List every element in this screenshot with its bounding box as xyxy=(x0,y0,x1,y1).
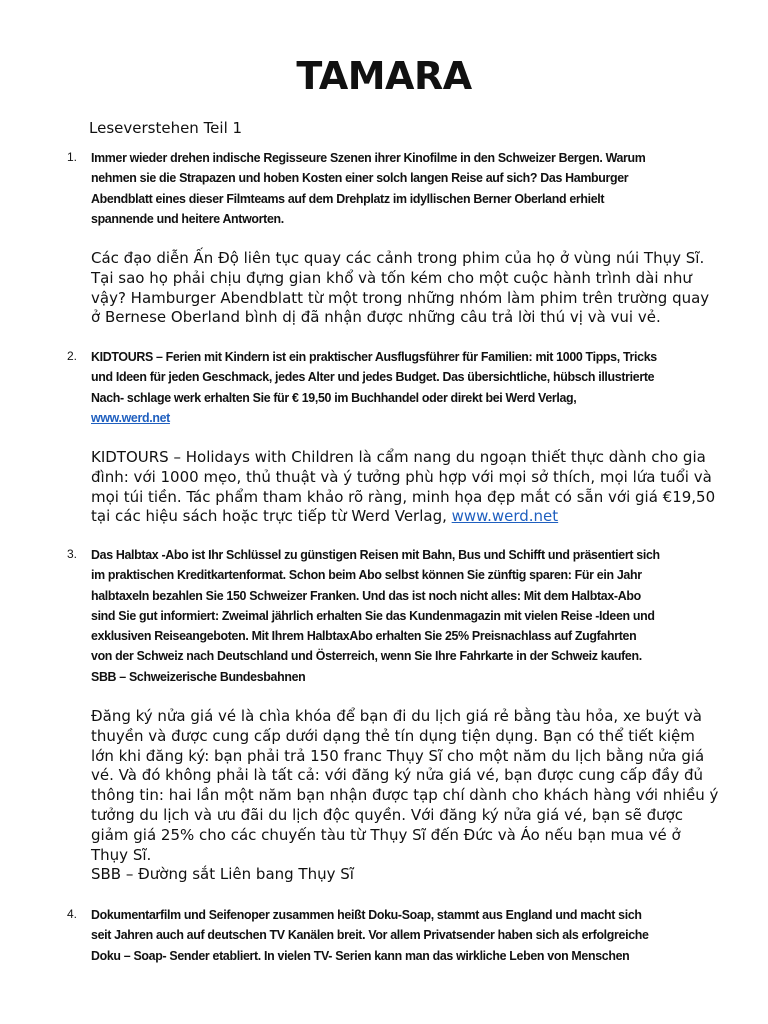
german-line: im praktischen Kreditkartenformat. Schon beim Abo selbst können Sie zünftig sparen: Für ein Jahr xyxy=(91,567,642,583)
document-subtitle: Leseverstehen Teil 1 xyxy=(89,119,243,137)
translation-line: SBB – Đường sắt Liên bang Thụy Sĩ xyxy=(91,865,354,884)
german-line: Abendblatt eines dieser Filmteams auf dem Drehplatz im idyllischen Berner Oberland erhielt xyxy=(91,190,605,206)
translation-line: Tại sao họ phải chịu đựng gian khổ và tốn kém cho một cuộc hành trình dài như xyxy=(91,268,692,287)
german-line: SBB – Schweizerische Bundesbahnen xyxy=(91,668,306,684)
translation-line: vé. Và đó không phải là tất cả: với đăng ký nửa giá vé, bạn được cung cấp đầy đủ xyxy=(91,766,704,785)
translation-line: thuyền và được cung cấp dưới dạng thẻ tín dụng tiện dụng. Bạn có thể tiết kiệm xyxy=(91,726,695,745)
german-paragraph xyxy=(91,347,683,428)
german-paragraph xyxy=(91,148,683,229)
item-number: 1. xyxy=(67,150,78,164)
vietnamese-translation xyxy=(91,249,731,328)
translation-line: ở Bernese Oberland bình dị đã nhận được những câu trả lời thú vị và vui vẻ. xyxy=(91,308,661,327)
translation-line: KIDTOURS – Holidays with Children là cẩm nang du ngoạn thiết thực dành cho gia xyxy=(91,448,706,466)
german-line: exklusiven Reiseangeboten. Mit Ihrem HalbtaxAbo erhalten Sie 25% Preisnachlass auf Zugfahrten xyxy=(91,628,637,644)
translation-line: Các đạo diễn Ấn Độ liên tục quay các cảnh trong phim của họ ở vùng núi Thụy Sĩ. xyxy=(91,249,705,267)
german-line: halbtaxeln bezahlen Sie 150 Schweizer Franken. Und das ist noch nicht alles: Mit dem Halbtax-Abo xyxy=(91,587,641,603)
translation-line: mọi túi tiền. Tác phẩm tham khảo rõ ràng, minh họa đẹp mắt có sẵn với giá €19,50 xyxy=(91,487,716,506)
translation-line: giảm giá 25% cho các chuyến tàu từ Thụy Sĩ đến Đức và Áo nếu bạn mua vé ở xyxy=(91,825,681,844)
german-line: nehmen sie die Strapazen und hoben Kosten einer solch langen Reise auf sich? Das Hamburger xyxy=(91,170,629,186)
translation-line: lớn khi đăng ký: bạn phải trả 150 franc Thụy Sĩ cho một năm du lịch bằng nửa giá xyxy=(91,746,705,765)
translation-line: tưởng du lịch và ưu đãi du lịch độc quyền. Với đăng ký nửa giá vé, bạn sẽ được xyxy=(91,805,684,824)
german-line: KIDTOURS – Ferien mit Kindern ist ein praktischer Ausflugsführer für Familien: mit 1000 Tipps, Tricks xyxy=(91,349,657,364)
translation-line: thông tin: hai lần một năm bạn nhận được tạp chí dành cho khách hàng với nhiều ý xyxy=(91,786,719,805)
german-line: von der Schweiz nach Deutschland und Österreich, wenn Sie Ihre Fahrkarte in der Schweiz kaufen. xyxy=(91,648,642,664)
translation-line: Thụy Sĩ. xyxy=(91,845,152,864)
german-line: Immer wieder drehen indische Regisseure Szenen ihrer Kinofilme in den Schweizer Bergen. Warum xyxy=(91,150,646,165)
vietnamese-translation xyxy=(91,448,731,527)
german-line: spannende und heitere Antworten. xyxy=(91,210,284,226)
german-line: sind Sie gut informiert: Zweimal jährlich erhalten Sie das Kundenmagazin mit vielen Reise -Ideen und xyxy=(91,607,655,623)
translation-line: đình: với 1000 mẹo, thủ thuật và ý tưởng phù hợp với mọi sở thích, mọi lứa tuổi và xyxy=(91,467,712,486)
german-line: Das Halbtax -Abo ist Ihr Schlüssel zu günstigen Reisen mit Bahn, Bus und Schifft und präsentiert sich xyxy=(91,547,660,562)
translation-line: tại các hiệu sách hoặc trực tiếp từ Werd Verlag, xyxy=(91,507,452,526)
german-paragraph xyxy=(91,545,683,687)
item-number: 3. xyxy=(67,547,78,561)
german-line: und Ideen für jeden Geschmack, jedes Alter und jedes Budget. Das übersichtliche, hübsch illustrierte xyxy=(91,369,655,385)
document-title: TAMARA xyxy=(296,54,472,98)
german-paragraph xyxy=(91,905,683,966)
translation-line: vậy? Hamburger Abendblatt từ một trong những nhóm làm phim trên trường quay xyxy=(91,288,710,307)
german-line: seit Jahren auch auf deutschen TV Kanälen breit. Vor allem Privatsender haben sich als erfolgreiche xyxy=(91,927,649,943)
werd-link[interactable]: www.werd.net xyxy=(91,409,170,425)
item-number: 4. xyxy=(67,907,78,921)
german-line: Nach- schlage werk erhalten Sie für € 19,50 im Buchhandel oder direkt bei Werd Verlag, xyxy=(91,389,577,405)
translation-line: Đăng ký nửa giá vé là chìa khóa để bạn đi du lịch giá rẻ bằng tàu hỏa, xe buýt và xyxy=(91,707,702,725)
german-line: Doku – Soap- Sender etabliert. In vielen TV- Serien kann man das wirkliche Leben von Menschen xyxy=(91,947,630,963)
werd-link-translation[interactable]: www.werd.net xyxy=(451,507,559,526)
german-line: Dokumentarfilm und Seifenoper zusammen heißt Doku-Soap, stammt aus England und macht sich xyxy=(91,907,642,922)
item-number: 2. xyxy=(67,349,78,363)
vietnamese-translation xyxy=(91,707,731,885)
